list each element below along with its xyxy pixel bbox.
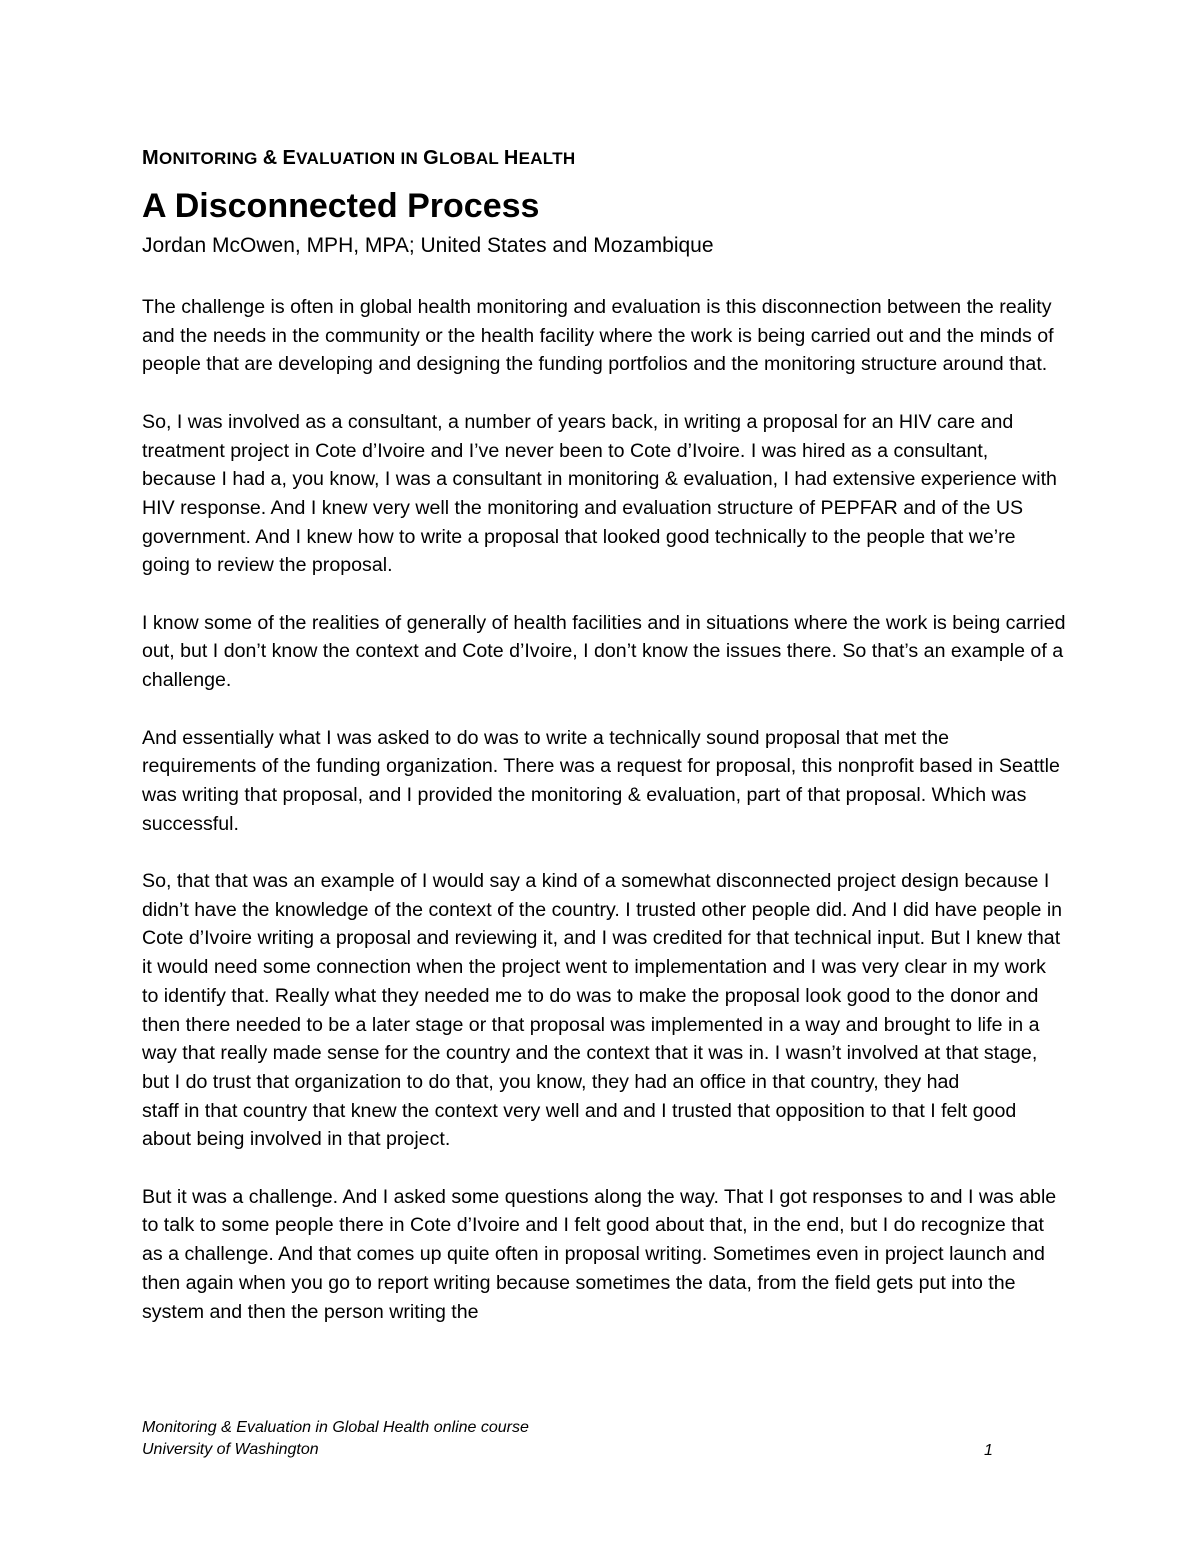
body-paragraph: But it was a challenge. And I asked some questions along the way. That I got responses to and I was able to talk to some people there in Cote d’Ivoire and I felt good about that, in the end, but I do recognize that as a challenge. And that comes up quite often in proposal writing. Sometimes even in project launch and then again when you go to report writing because sometimes the data, from the field gets put into the system and then the person writing the xyxy=(142,1185,1057,1323)
body-paragraph-text: staff in that country that knew the context very well and and I trusted that opposition to that I felt good about being involved in that project. xyxy=(142,1099,1017,1151)
body-paragraph: I know some of the realities of generally of health facilities and in situations where the work is being carried out, but I don’t know the context and Cote d’Ivoire, I don’t know the issues there. So that’s an example of a challenge. xyxy=(142,611,1066,692)
body-paragraph: The challenge is often in global health monitoring and evaluation is this disconnection between the reality and the needs in the community or the health facility where the work is being carried out and the minds of people that are developing and designing the funding portfolios and the monitoring structure around that. xyxy=(142,296,1054,376)
footer-course: Monitoring & Evaluation in Global Health online course xyxy=(142,1419,529,1436)
author-byline: Jordan McOwen, MPH, MPA; United States and Mozambique xyxy=(142,234,714,257)
series-title-word: HEALTH xyxy=(503,147,576,169)
series-title-word: GLOBAL xyxy=(423,147,499,169)
series-title-word: EVALUATION xyxy=(282,147,396,169)
series-title-word: MONITORING xyxy=(142,147,258,169)
body-paragraph-text: So, that that was an example of I would say a kind of a somewhat disconnected project design because I didn’t have the knowledge of the context of the country. I trusted other people did. And I did have people in Cote d’Ivoire writing a proposal and reviewing it, and I was credited for that technical input. But I knew that it would need some connection when the project went to implementation and I was very clear in my work to identify that. Really what they needed me to do was to make the proposal look good to the donor and then there needed to be a later stage or that proposal was implemented in a way and brought to life in a way that really made sense for the country and the context that it was in. I wasn’t involved at that stage, but I do trust that organization to do that, you know, they had an office in that country, they had xyxy=(142,870,1063,1093)
body-paragraph: So, I was involved as a consultant, a number of years back, in writing a proposal for an HIV care and treatment project in Cote d’Ivoire and I’ve never been to Cote d’Ivoire. I was hired as a consultant, because I had a, you know, I was a consultant in monitoring & evaluation, I had extensive experience with HIV response. And I knew very well the monitoring and evaluation structure of PEPFAR and of the US government. And I knew how to write a proposal that looked good technically to the people that we’re going to review the proposal. xyxy=(142,410,1057,577)
series-title-word: IN xyxy=(400,149,419,168)
footer-institution: University of Washington xyxy=(142,1441,319,1458)
body-paragraph xyxy=(142,867,1067,1154)
document-title: A Disconnected Process xyxy=(142,187,540,225)
document-content xyxy=(142,146,1067,1355)
series-title xyxy=(142,146,1067,171)
page-number: 1 xyxy=(984,1442,993,1459)
page-footer xyxy=(142,1417,1002,1461)
series-title-word: & xyxy=(262,147,278,169)
body-paragraph: And essentially what I was asked to do was to write a technically sound proposal that met the requirements of the funding organization. There was a request for proposal, this nonprofit based in Seattle was writing that proposal, and I provided the monitoring & evaluation, part of that proposal. Which was successful. xyxy=(142,726,1060,835)
